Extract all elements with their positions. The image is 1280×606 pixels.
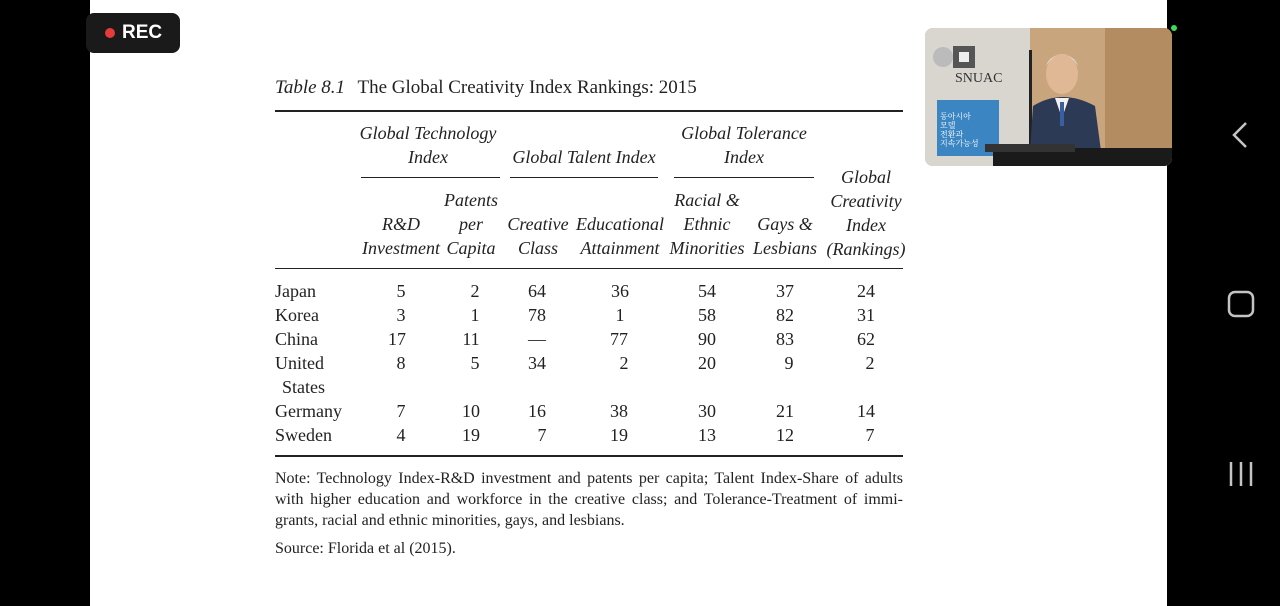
presenter-video[interactable] xyxy=(925,28,1172,166)
cell-gci: 14 xyxy=(857,401,875,421)
group-header-talent: Global Talent Index xyxy=(512,147,656,167)
video-banner: 동아시아 모델 전환과 지속가능성 xyxy=(940,112,979,148)
table-top-rule xyxy=(275,110,903,112)
cell-gci: 2 xyxy=(865,353,875,373)
column-header-gays: Gays & Lesbians xyxy=(752,214,817,258)
table-bottom-rule xyxy=(275,455,903,457)
recording-indicator[interactable] xyxy=(86,13,180,53)
camera-indicator-icon xyxy=(1171,25,1177,31)
cell-racial: 54 xyxy=(698,281,716,301)
home-icon[interactable] xyxy=(1227,290,1255,318)
row-country: Japan xyxy=(275,281,316,301)
table-source: Source: Florida et al (2015). xyxy=(275,540,456,557)
snuac-logo-text: SNUAC xyxy=(955,71,1003,86)
cell-gays: 82 xyxy=(776,305,794,325)
column-header-gci: Global Creativity Index (Rankings) xyxy=(826,167,906,259)
table-number: Table 8.1 xyxy=(275,77,346,98)
cell-racial: 13 xyxy=(698,425,716,445)
cell-patents: 11 xyxy=(462,329,480,349)
cell-creative: — xyxy=(528,329,546,349)
row-country: China xyxy=(275,329,318,349)
cell-gays: 21 xyxy=(776,401,794,421)
column-header-racial: Racial & Ethnic Minorities xyxy=(669,190,745,258)
cell-education: 36 xyxy=(611,281,629,301)
group-rule-talent xyxy=(510,177,658,178)
cell-gci: 62 xyxy=(857,329,875,349)
cell-education: 2 xyxy=(619,353,629,373)
cell-patents: 10 xyxy=(462,401,480,421)
cell-rd: 4 xyxy=(396,425,406,445)
cell-racial: 30 xyxy=(698,401,716,421)
column-header-creative: Creative Class xyxy=(507,214,569,258)
row-country: Sweden xyxy=(275,425,332,445)
table-caption xyxy=(275,77,697,99)
cell-gays: 37 xyxy=(776,281,794,301)
group-rule-technology xyxy=(361,177,500,178)
cell-education: 19 xyxy=(610,425,628,445)
cell-creative: 34 xyxy=(528,353,546,373)
column-header-rd: R&D Investment xyxy=(362,214,440,258)
cell-creative: 16 xyxy=(528,401,546,421)
group-rule-tolerance xyxy=(674,177,814,178)
cell-gci: 7 xyxy=(865,425,875,445)
cell-education: 1 xyxy=(615,305,625,325)
table-title: The Global Creativity Index Rankings: 2015 xyxy=(357,77,697,98)
table-note: Note: Technology Index-R&D investment and patents per capita; Talent Index-Share of adults with higher education and workforce in the creative class; and Tolerance-Treatment of immi-grants, racial and ethnic minorities, gays, and lesbians. xyxy=(275,470,903,529)
cell-patents: 5 xyxy=(470,353,480,373)
row-country: Germany xyxy=(275,401,342,421)
row-country-continued: States xyxy=(282,377,325,397)
cell-rd: 17 xyxy=(388,329,406,349)
group-header-technology: Global Technology Index xyxy=(359,123,497,167)
recording-label: REC xyxy=(122,22,163,43)
cell-racial: 90 xyxy=(698,329,716,349)
cell-gays: 83 xyxy=(776,329,794,349)
cell-education: 38 xyxy=(610,401,628,421)
cell-racial: 58 xyxy=(698,305,716,325)
cell-patents: 2 xyxy=(470,281,480,301)
record-dot-icon xyxy=(105,28,115,38)
back-icon[interactable] xyxy=(1229,120,1251,150)
cell-racial: 20 xyxy=(698,353,716,373)
cell-rd: 3 xyxy=(396,305,406,325)
row-country: United xyxy=(275,353,324,373)
cell-rd: 7 xyxy=(396,401,406,421)
recents-icon[interactable] xyxy=(1227,459,1255,489)
row-country: Korea xyxy=(275,305,319,325)
column-header-education: Educational Attainment xyxy=(576,214,664,258)
column-header-patents: Patents per Capita xyxy=(444,190,498,258)
cell-creative: 7 xyxy=(537,425,547,445)
cell-patents: 19 xyxy=(462,425,480,445)
header-bottom-rule xyxy=(275,268,903,269)
cell-patents: 1 xyxy=(470,305,480,325)
cell-gci: 24 xyxy=(857,281,875,301)
cell-education: 77 xyxy=(610,329,628,349)
cell-rd: 8 xyxy=(396,353,406,373)
cell-gays: 9 xyxy=(784,353,794,373)
cell-gci: 31 xyxy=(857,305,875,325)
cell-rd: 5 xyxy=(396,281,406,301)
navigation-bar xyxy=(1199,0,1280,606)
cell-gays: 12 xyxy=(776,425,794,445)
group-header-tolerance: Global Tolerance Index xyxy=(681,123,807,167)
cell-creative: 78 xyxy=(528,305,546,325)
cell-creative: 64 xyxy=(528,281,546,301)
